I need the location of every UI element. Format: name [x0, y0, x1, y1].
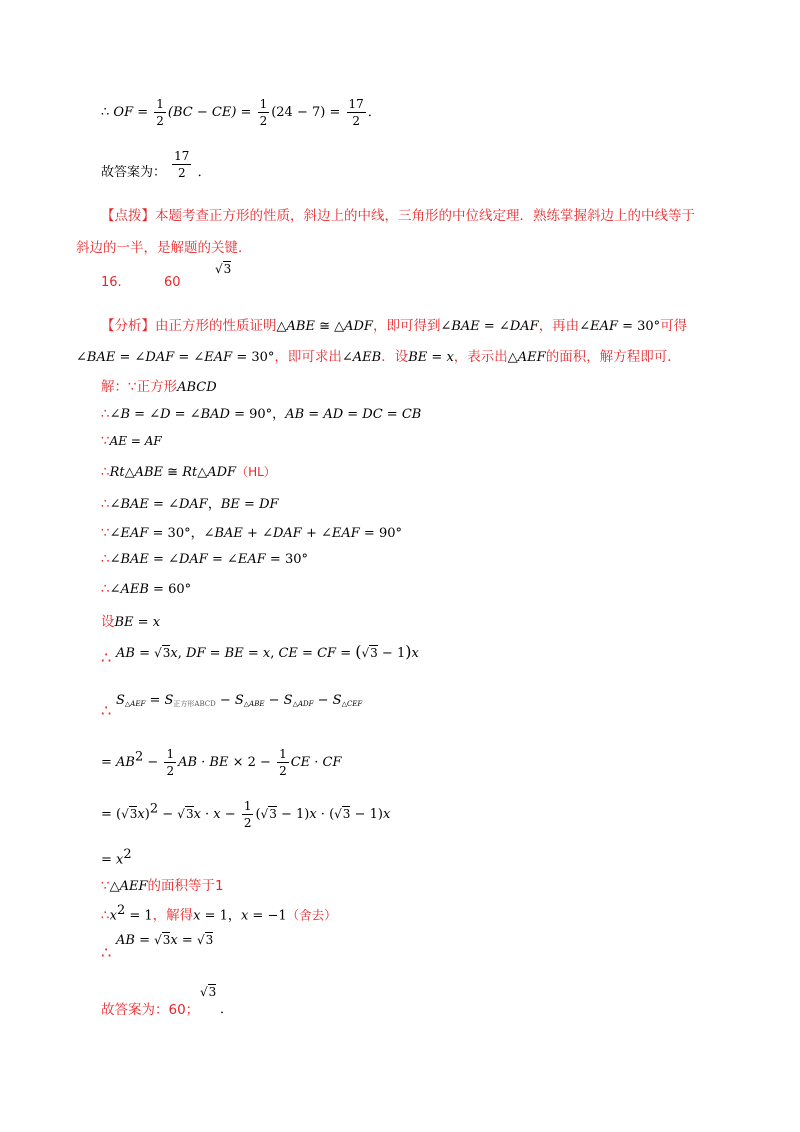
analysis-line-1: 【分析】由正方形的性质证明△ABE ≅ △ADF，即可得到∠BAE = ∠DAF，再由∠EAF = 30°可得	[101, 318, 688, 334]
answer-line-2: 故答案为：60；	[101, 1002, 200, 1018]
step-2: ∵AE = AF	[101, 433, 162, 449]
therefore-symbol: ∴	[101, 105, 110, 120]
step-11: = $AB^2$ − $\frac{1}{2}$ AB · BE × 2 − $\frac{1}{2}$ CE · CF	[101, 747, 342, 778]
therefore-mark-10: ∴	[101, 701, 112, 720]
tip-line-2: 斜边的一半，是解题的关键．	[76, 240, 252, 256]
therefore-mark-16: ∴	[101, 943, 112, 962]
step-5: ∵∠EAF = 30°，∠BAE + ∠DAF + ∠EAF = 90°	[101, 525, 402, 541]
q16-number: 16.	[101, 275, 122, 290]
q16-answer-2: √3	[215, 262, 232, 276]
answer-2-sqrt: √3	[200, 985, 217, 999]
step-10: $S_{\triangle AEF} = S_{正方形ABCD} - S_{\triangle ABE} - S_{\triangle ADF} - S_{\triangle CEF}$	[116, 693, 363, 708]
analysis-line-2: ∠BAE = ∠DAF = ∠EAF = 30°，即可求出∠AEB．设BE = x，表示出△AEF的面积，解方程即可．	[76, 349, 681, 365]
q16-answer-1: 60	[164, 275, 181, 290]
step-14: ∵△AEF的面积等于1	[101, 878, 224, 894]
step-6: ∴∠BAE = ∠DAF = ∠EAF = 30°	[101, 551, 308, 567]
step-7: ∴∠AEB = 60°	[101, 581, 192, 597]
answer-line-1: 故答案为： $\frac{17}{2}$ ．	[101, 149, 211, 180]
tip-line-1: 【点拨】本题考查正方形的性质，斜边上的中线，三角形的中位线定理．熟练掌握斜边上的中线等于	[101, 208, 695, 224]
answer-label: 故答案为：	[101, 165, 167, 180]
therefore-mark-9: ∴	[101, 648, 112, 667]
solution-label: 解：∵正方形ABCD	[101, 379, 217, 395]
answer-2-period: ．	[220, 1002, 234, 1017]
step-15: $\therefore x^2 = 1$，解得x = 1，x = −1（舍去）	[101, 903, 337, 924]
step-16: AB = √3x = √3	[116, 933, 214, 948]
step-13: = $x^2$	[101, 847, 132, 868]
step-9: AB = √3x, DF = BE = x, CE = CF = (√3 − 1)x	[116, 642, 419, 661]
step-8: 设BE = x	[101, 614, 161, 630]
step-1: ∴∠B = ∠D = ∠BAD = 90°，AB = AD = DC = CB	[101, 406, 422, 422]
line-of-formula: ∴ OF = $\frac{1}{2}$ (BC − CE) = $\frac{1}{2}$ (24 − 7) = $\frac{17}{2}$ ．	[101, 97, 381, 128]
step-3: ∴Rt△ABE ≅ Rt△ADF（HL）	[101, 464, 276, 480]
step-4: ∴∠BAE = ∠DAF，BE = DF	[101, 496, 279, 512]
answer-fraction: $\frac{17}{2}$	[174, 149, 190, 180]
step-12: = $(√3x)^2 - √3x \cdot x$ − $\frac{1}{2}$ (√3 − 1)x · (√3 − 1)x	[101, 799, 391, 830]
